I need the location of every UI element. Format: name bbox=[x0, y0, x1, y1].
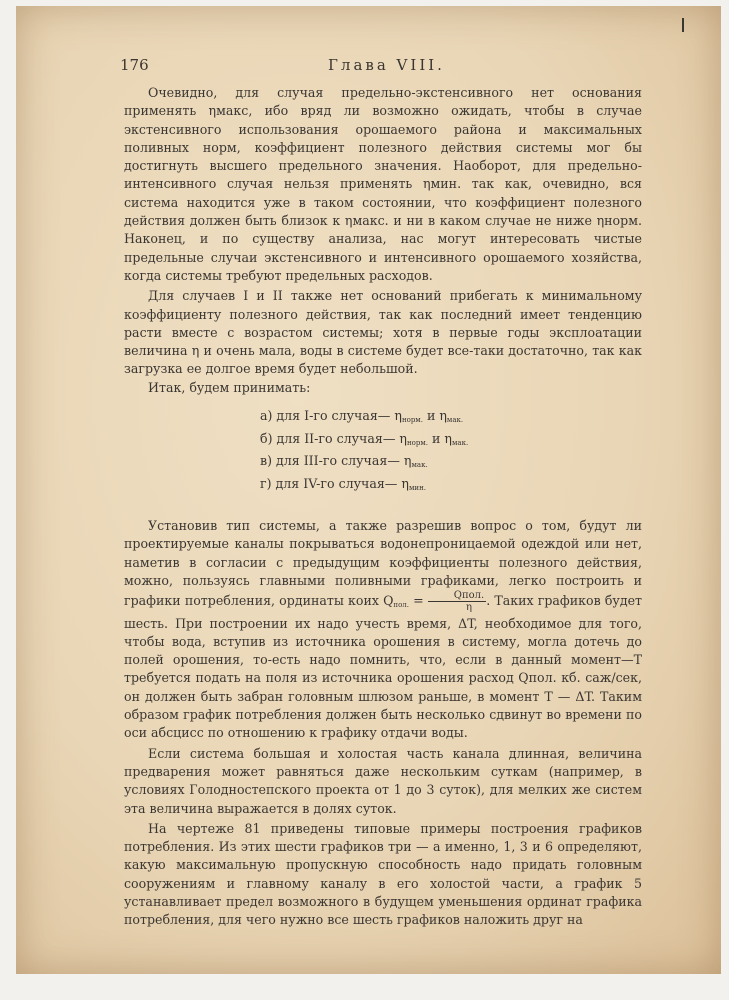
cases-list bbox=[260, 407, 642, 497]
paragraph-5: Если система большая и холостая часть канала длинная, величина предварения может равняться даже нескольким суткам (например, в условиях Голодностепского проекта от 1 до 3 суток), для мелких же систем эта величина выражается в долях суток. bbox=[124, 745, 642, 816]
chapter-title: Глава VIII. bbox=[328, 56, 445, 74]
fraction: $\frac{\text{Qпол.}}{\eta}$ bbox=[428, 590, 486, 613]
paragraph-6: На чертеже 81 приведены типовые примеры построения графиков потребления. Из этих шести графиков три — а именно, 1, 3 и 6 определяют, какую максимальную пропускную способность надо придать головным сооружениям и главному каналу в его холостой части, а график 5 устанавливает предел возможного в будущем уменьшения ординат графика потребления, для чего нужно все шесть графиков наложить друг на bbox=[124, 820, 642, 928]
paragraph-2: Для случаев I и II также нет оснований прибегать к минимальному коэффициенту полезного действия, так как последний имеет тенденцию расти вместе с возрастом системы; хотя в первые годы эксплоатации величина η и очень мала, воды в системе будет все-таки достаточно, так как загрузка ее долгое время будет небольшой. bbox=[124, 288, 642, 377]
case-line: а) для I-го случая— $\eta_{норм.}$ и $\eta_{мак.}$ bbox=[260, 408, 464, 425]
case-line: б) для II-го случая— $\eta_{норм.}$ и $\eta_{мак.}$ bbox=[260, 430, 469, 447]
paragraph-4: Установив тип системы, а также разрешив вопрос о том, будут ли проектируемые каналы покрываться водонепроницаемой одеждой или нет, наметив в согласии с предыдущим коэффициенты полезного действия, можно, пользуясь главными поливными графиками, легко построить и графики потребления, ординаты коих $Q_{пол.}$ = $\frac{\text{Qпол.}}{\eta}$ . Таких графиков будет шесть. При построении их надо учесть время, ΔT, необходимое для того, чтобы вода, вступив из источника орошения в систему, могла дотечь до полей орошения, то-есть надо помнить, что, если в данный момент—T требуется подать на поля из источника орошения расход Qпол. кб. саж/сек, он должен быть забран головным шлюзом раньше, в момент T — ΔT. Таким образом график потребления должен быть несколько сдвинут во времени по оси абсцисс по отношению к графику отдачи воды. bbox=[124, 518, 643, 741]
paragraph-3: Итак, будем принимать: bbox=[148, 379, 311, 395]
case-line: г) для IV-го случая— $\eta_{мин.}$ bbox=[260, 475, 426, 492]
margin-mark bbox=[682, 18, 684, 32]
scanned-page bbox=[16, 6, 721, 974]
case-line: в) для III-го случая— $\eta_{мак.}$ bbox=[260, 453, 428, 470]
page-number: 176 bbox=[120, 56, 149, 74]
body-text bbox=[124, 84, 642, 930]
paragraph-1: Очевидно, для случая предельно-экстенсивного нет основания применять ηмакс, ибо вряд ли возможно ожидать, чтобы в случае экстенсивного использования орошаемого района и максимальных поливных норм, коэффициент полезного действия системы мог бы достигнуть высшего предельного значения. Наоборот, для предельно-интенсивного случая нельзя применять ηмин. так как, очевидно, вся система находится уже в таком состоянии, что коэффициент полезного действия должен быть близок к ηмакс. и ни в каком случае не ниже ηнорм. Наконец, и по существу анализа, нас могут интересовать чистые предельные случаи экстенсивного и интенсивного орошаемого хозяйства, когда системы требуют предельных расходов. bbox=[124, 85, 642, 283]
